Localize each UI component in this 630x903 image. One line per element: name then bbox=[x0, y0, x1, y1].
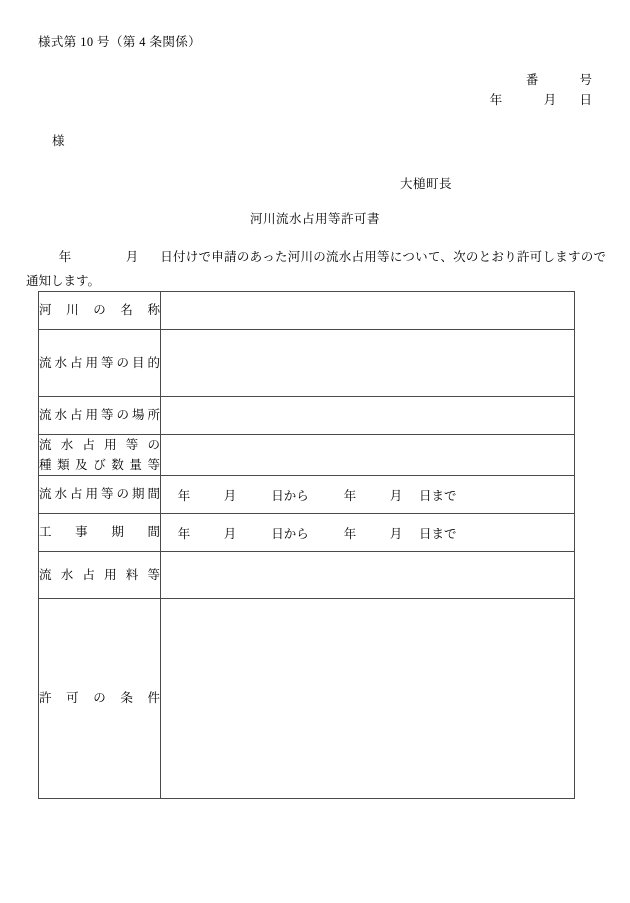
row-value-type-quantity[interactable] bbox=[161, 435, 575, 476]
table-row bbox=[39, 514, 575, 552]
usage-period-month-to: 月 bbox=[389, 488, 403, 503]
row-label-construction-period: 工事期間 bbox=[39, 514, 161, 552]
document-number-suffix: 号 bbox=[579, 73, 592, 87]
intro-month-label: 月 bbox=[125, 250, 139, 264]
usage-period-year-from: 年 bbox=[177, 488, 191, 503]
row-label-purpose: 流水占用等の目的 bbox=[39, 330, 161, 397]
construction-period-day-from: 日から bbox=[271, 526, 309, 541]
addressee-honorific: 様 bbox=[52, 134, 65, 148]
table-row bbox=[39, 397, 575, 435]
row-label-river-name: 河川の名称 bbox=[39, 292, 161, 330]
row-value-permit-conditions[interactable] bbox=[161, 599, 575, 799]
construction-period-month-to: 月 bbox=[389, 526, 403, 541]
table-row bbox=[39, 292, 575, 330]
date-day-label: 日 bbox=[579, 93, 592, 107]
row-value-construction-period[interactable] bbox=[161, 514, 575, 552]
document-date-line bbox=[422, 90, 592, 110]
issuer-name: 大槌町長 bbox=[400, 177, 453, 191]
row-label-type-quantity: 流水占用等の 種類及び数量等 bbox=[39, 435, 161, 476]
document-meta-block bbox=[422, 70, 592, 110]
intro-paragraph bbox=[26, 245, 606, 293]
usage-period-year-to: 年 bbox=[343, 488, 357, 503]
construction-period-year-from: 年 bbox=[177, 526, 191, 541]
usage-period-day-from: 日から bbox=[271, 488, 309, 503]
form-number: 様式第 10 号（第 4 条関係） bbox=[38, 35, 202, 49]
table-row bbox=[39, 476, 575, 514]
document-number-line bbox=[422, 70, 592, 90]
table-row bbox=[39, 599, 575, 799]
document-number-label: 番 bbox=[525, 73, 539, 87]
row-value-location[interactable] bbox=[161, 397, 575, 435]
usage-period-month-from: 月 bbox=[223, 488, 237, 503]
row-value-usage-period[interactable] bbox=[161, 476, 575, 514]
row-label-usage-fee: 流水占用料等 bbox=[39, 552, 161, 599]
construction-period-day-to: 日まで bbox=[419, 526, 457, 541]
permit-details-table bbox=[38, 291, 575, 799]
table-row bbox=[39, 552, 575, 599]
table-row bbox=[39, 435, 575, 476]
row-label-location: 流水占用等の場所 bbox=[39, 397, 161, 435]
document-title: 河川流水占用等許可書 bbox=[249, 212, 380, 226]
usage-period-day-to: 日まで bbox=[419, 488, 457, 503]
row-label-usage-period: 流水占用等の期間 bbox=[39, 476, 161, 514]
intro-body-text: 日付けで申請のあった河川の流水占用等について、次のとおり許可しますので通知します。 bbox=[26, 250, 606, 288]
row-value-usage-fee[interactable] bbox=[161, 552, 575, 599]
row-value-river-name[interactable] bbox=[161, 292, 575, 330]
construction-period-month-from: 月 bbox=[223, 526, 237, 541]
date-year-label: 年 bbox=[489, 93, 503, 107]
table-row bbox=[39, 330, 575, 397]
row-label-permit-conditions: 許可の条件 bbox=[39, 599, 161, 799]
construction-period-year-to: 年 bbox=[343, 526, 357, 541]
intro-year-label: 年 bbox=[58, 250, 72, 264]
date-month-label: 月 bbox=[543, 93, 557, 107]
row-value-purpose[interactable] bbox=[161, 330, 575, 397]
